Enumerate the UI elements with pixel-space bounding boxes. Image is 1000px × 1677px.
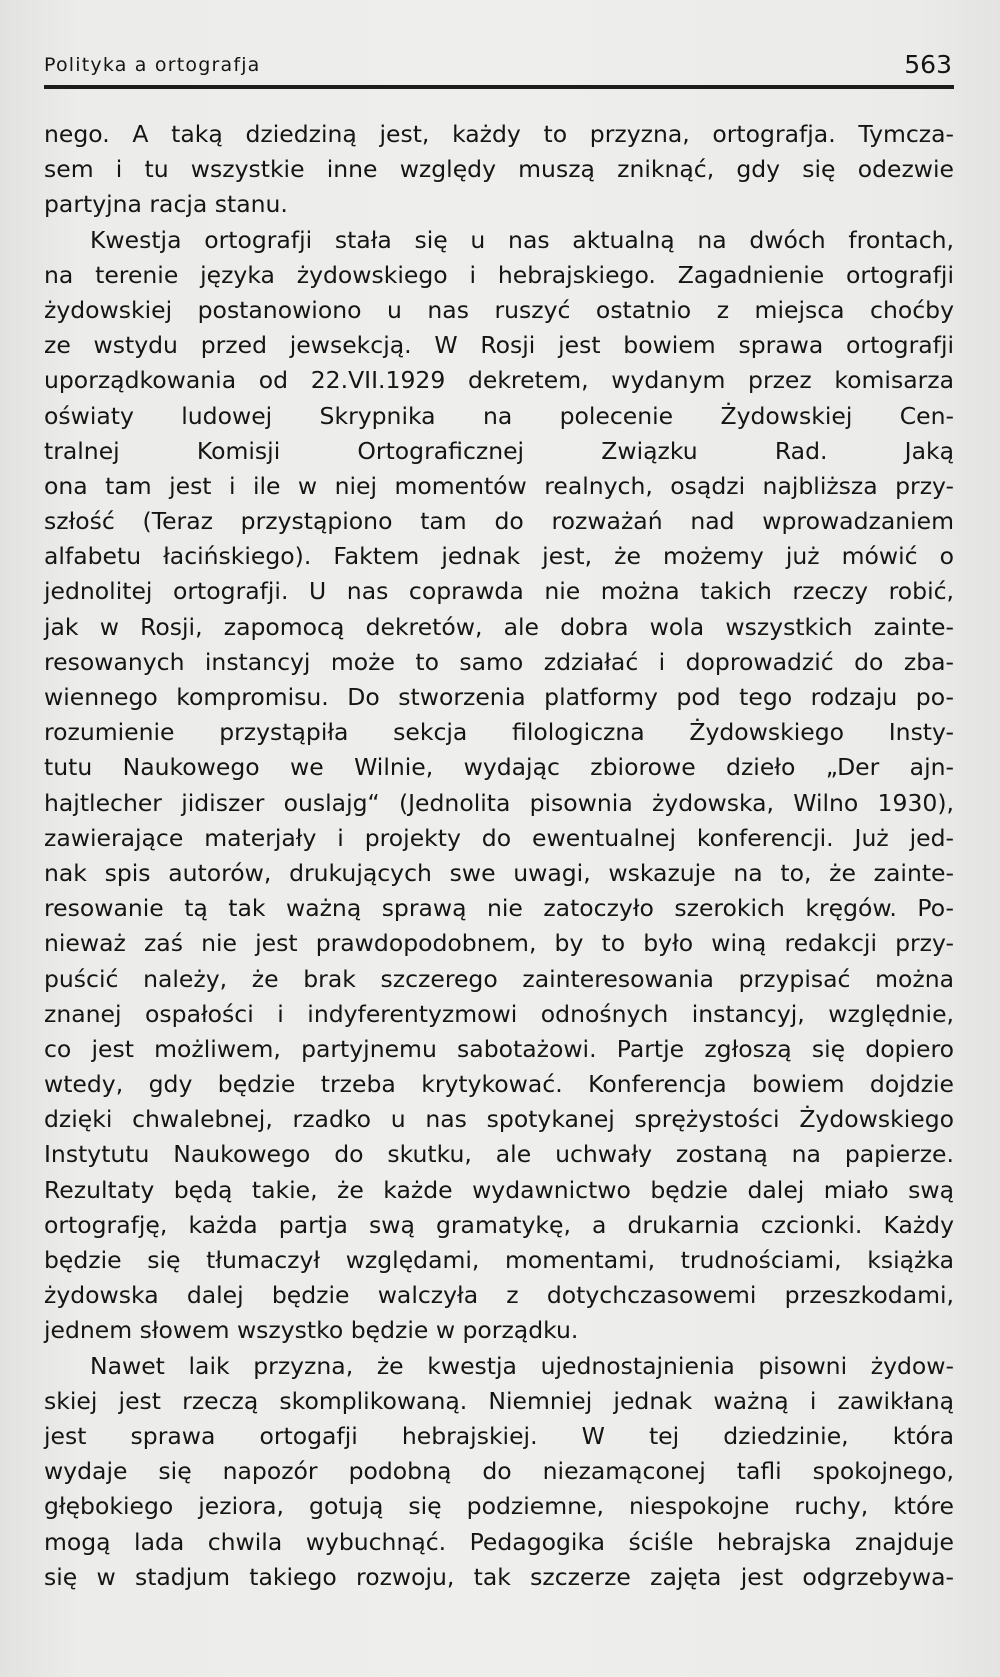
text-line: zawierające materjały i projekty do ewentualnej konferencji. Już jed- bbox=[44, 823, 954, 852]
text-line: się w stadjum takiego rozwoju, tak szczerze zajęta jest odgrzebywa- bbox=[44, 1562, 954, 1591]
text-line: puścić należy, że brak szczerego zainteresowania przypisać można bbox=[44, 964, 954, 993]
page-number: 563 bbox=[904, 50, 952, 79]
text-line: rozumienie przystąpiła sekcja filologiczna Żydowskiego Insty- bbox=[44, 718, 954, 747]
text-line: głębokiego jeziora, gotują się podziemne, niespokojne ruchy, które bbox=[44, 1492, 954, 1521]
text-line: nego. A taką dziedziną jest, każdy to przyzna, ortografja. Tymcza- bbox=[44, 120, 954, 148]
text-line: jednolitej ortografji. U nas coprawda nie można takich rzeczy robić, bbox=[44, 577, 954, 606]
text-line: ze wstydu przed jewsekcją. W Rosji jest bowiem sprawa ortografji bbox=[44, 331, 954, 360]
text-line: nak spis autorów, drukujących swe uwagi, wskazuje na to, że zainte- bbox=[44, 858, 954, 887]
text-line: resowanie tą tak ważną sprawą nie zatoczyło szerokich kręgów. Po- bbox=[44, 894, 954, 923]
text-line: ona tam jest i ile w niej momentów realnych, osądzi najbliższa przy- bbox=[44, 471, 954, 500]
text-line: hajtlecher jidiszer ouslajg“ (Jednolita pisownia żydowska, Wilno 1930), bbox=[44, 788, 954, 817]
text-line: Nawet laik przyzna, że kwestja ujednostajnienia pisowni żydow- bbox=[90, 1351, 954, 1380]
text-line: będzie się tłumaczył względami, momentami, trudnościami, książka bbox=[44, 1246, 954, 1274]
text-line: alfabetu łacińskiego). Faktem jednak jest, że możemy już mówić o bbox=[44, 542, 954, 571]
text-line: uporządkowania od 22.VII.1929 dekretem, wydanym przez komisarza bbox=[44, 366, 954, 395]
text-line: jednem słowem wszystko będzie w porządku. bbox=[44, 1316, 579, 1345]
text-line: Instytutu Naukowego do skutku, ale uchwały zostaną na papierze. bbox=[44, 1140, 954, 1169]
text-line: wtedy, gdy będzie trzeba krytykować. Konferencja bowiem dojdzie bbox=[44, 1070, 954, 1099]
text-line: co jest możliwem, partyjnemu sabotażowi. Partje zgłoszą się dopiero bbox=[44, 1034, 954, 1063]
text-line: skiej jest rzeczą skomplikowaną. Niemniej jednak ważną i zawikłaną bbox=[44, 1386, 954, 1415]
text-line: Rezultaty będą takie, że każde wydawnictwo będzie dalej miało swą bbox=[44, 1175, 954, 1204]
text-line: tutu Naukowego we Wilnie, wydając zbiorowe dzieło „Der ajn- bbox=[44, 753, 954, 782]
running-title: Polityka a ortografja bbox=[44, 54, 261, 76]
text-line: Kwestja ortografji stała się u nas aktualną na dwóch frontach, bbox=[90, 225, 954, 254]
text-line: wiennego kompromisu. Do stworzenia platformy pod tego rodzaju po- bbox=[44, 683, 954, 711]
text-line: oświaty ludowej Skrypnika na polecenie Żydowskiej Cen- bbox=[44, 401, 954, 430]
text-line: na terenie języka żydowskiego i hebrajskiego. Zagadnienie ortografji bbox=[44, 260, 954, 289]
text-line: dzięki chwalebnej, rzadko u nas spotykanej sprężystości Żydowskiego bbox=[44, 1105, 954, 1134]
text-line: resowanych instancyj może to samo zdziałać i doprowadzić do zba- bbox=[44, 647, 954, 676]
text-line: żydowska dalej będzie walczyła z dotychczasowemi przeszkodami, bbox=[44, 1281, 954, 1310]
body-text bbox=[44, 117, 954, 1595]
text-line: ortografję, każda partja swą gramatykę, a drukarnia czcionki. Każdy bbox=[44, 1210, 954, 1239]
text-line: jak w Rosji, zapomocą dekretów, ale dobra wola wszystkich zainte- bbox=[44, 612, 954, 641]
text-line: wydaje się napozór podobną do niezamąconej tafli spokojnego, bbox=[44, 1457, 954, 1486]
text-line: tralnej Komisji Ortograficznej Związku Rad. Jaką bbox=[44, 436, 954, 465]
text-line: jest sprawa ortogafji hebrajskiej. W tej dziedzinie, która bbox=[44, 1421, 954, 1450]
header-rule bbox=[44, 85, 954, 89]
text-line: znanej ospałości i indyferentyzmowi odnośnych instancyj, względnie, bbox=[44, 999, 954, 1028]
text-line: szłość (Teraz przystąpiono tam do rozważań nad wprowadzaniem bbox=[44, 507, 954, 536]
running-head bbox=[44, 46, 954, 86]
text-line: nieważ zaś nie jest prawdopodobnem, by to było winą redakcji przy- bbox=[44, 929, 954, 958]
text-line: partyjna racja stanu. bbox=[44, 190, 288, 219]
text-line: sem i tu wszystkie inne względy muszą zniknąć, gdy się odezwie bbox=[44, 155, 954, 184]
text-line: żydowskiej postanowiono u nas ruszyć ostatnio z miejsca choćby bbox=[44, 295, 954, 324]
text-line: mogą lada chwila wybuchnąć. Pedagogika ściśle hebrajska znajduje bbox=[44, 1527, 954, 1556]
